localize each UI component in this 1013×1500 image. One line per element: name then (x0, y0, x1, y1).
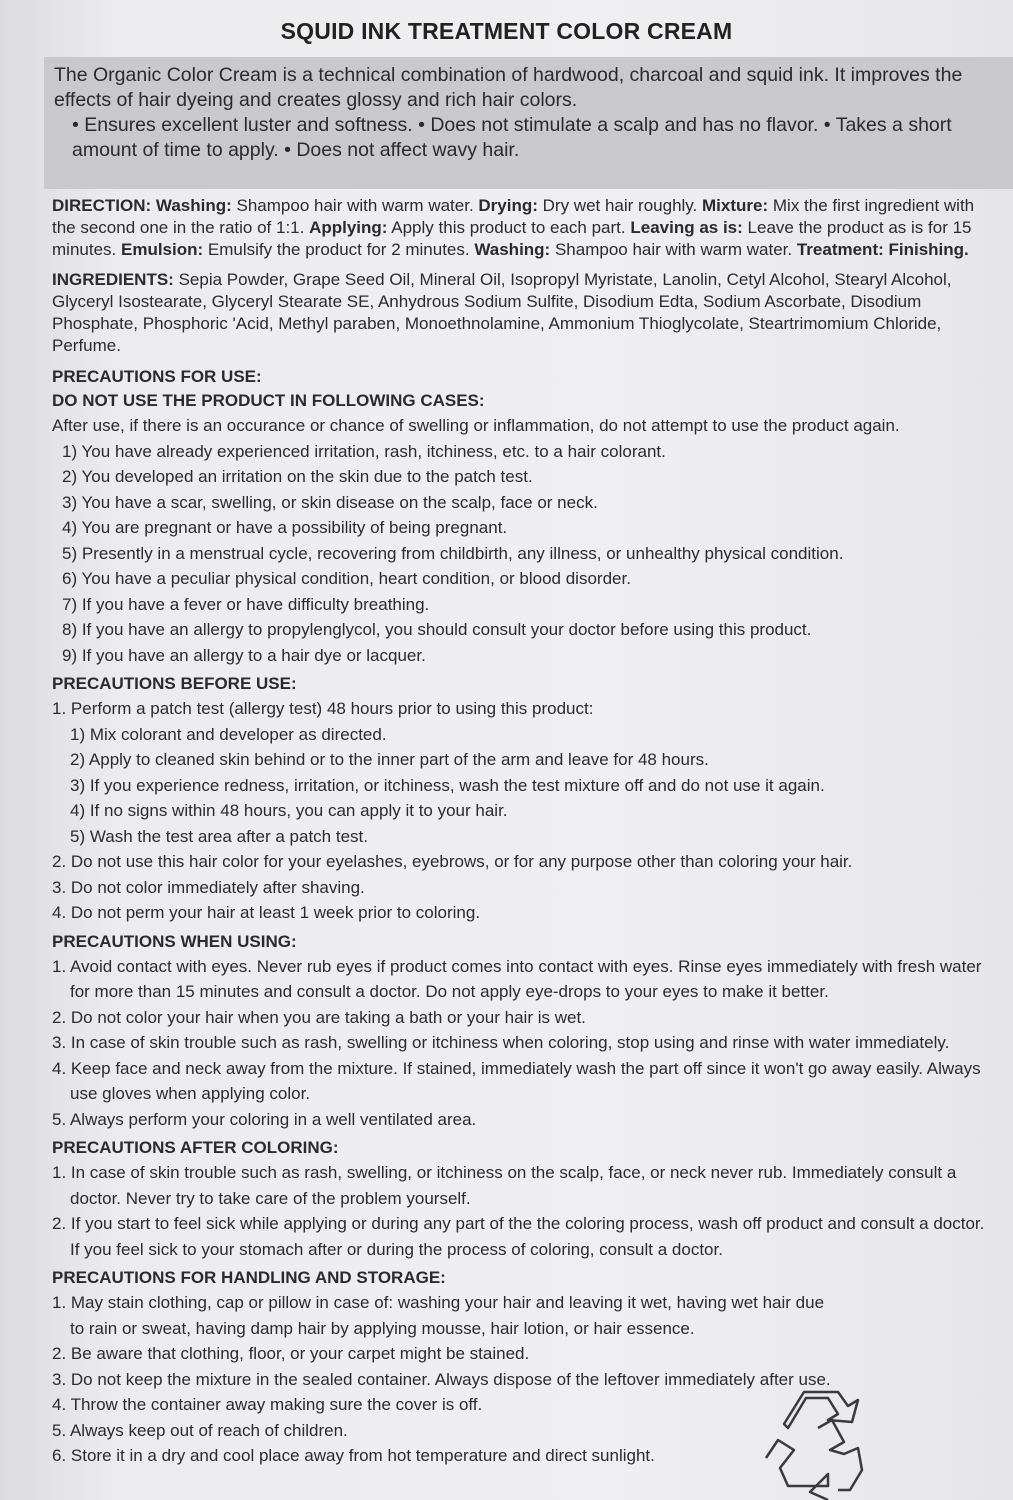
section-heading: PRECAUTIONS BEFORE USE: (52, 674, 297, 693)
list-item: 4. Keep face and neck away from the mixture. If stained, immediately wash the part off since it won't go away easily. Always (52, 1058, 981, 1078)
list-subitem: 2) Apply to cleaned skin behind or to the inner part of the arm and leave for 48 hours. (70, 750, 709, 769)
list-item: 4) You are pregnant or have a possibility of being pregnant. (62, 518, 508, 537)
section-heading: PRECAUTIONS FOR USE: (52, 367, 262, 386)
list-item: 5. Always perform your coloring in a well ventilated area. (52, 1109, 477, 1129)
direction-step-label: Washing: (155, 196, 232, 215)
list-item: 2. Do not use this hair color for your eyelashes, eyebrows, or for any purpose other than coloring your hair. (52, 852, 853, 871)
intro-text: The Organic Color Cream is a technical combination of hardwood, charcoal and squid ink. It improves the effects of hair dyeing and creates glossy and rich hair colors. (54, 64, 963, 111)
intro-bullets: • Ensures excellent luster and softness. • Does not stimulate a scalp and has no flavor. • Takes a short amount of time to apply. • Does not affect wavy hair. (72, 114, 952, 161)
list-item: 8) If you have an allergy to propylenglycol, you should consult your doctor before using this product. (62, 620, 812, 639)
list-subitem: 5) Wash the test area after a patch test. (70, 826, 368, 846)
list-item: 1) You have already experienced irritation, rash, itchiness, etc. to a hair colorant. (62, 441, 666, 461)
list-item: 4. Do not perm your hair at least 1 week prior to coloring. (52, 903, 481, 922)
list-item: 3. In case of skin trouble such as rash, swelling or itchiness when coloring, stop using and rinse with water immediately. (52, 1033, 950, 1052)
list-item-continuation: to rain or sweat, having damp hair by applying mousse, hair lotion, or hair essence. (70, 1318, 695, 1338)
page-title: SQUID INK TREATMENT COLOR CREAM (280, 18, 733, 44)
direction-step-label: Drying: (478, 196, 538, 215)
label-content (52, 195, 1002, 1469)
list-item: 6) You have a peculiar physical condition, heart condition, or blood disorder. (62, 569, 631, 588)
list-item: 2. Do not color your hair when you are taking a bath or your hair is wet. (52, 1007, 586, 1027)
list-item: 7) If you have a fever or have difficulty breathing. (62, 594, 430, 614)
intro-box (44, 57, 1013, 189)
list-item: 5. Always keep out of reach of children. (52, 1420, 348, 1440)
precautions-when-using-section (52, 930, 1002, 1133)
list-item-continuation: doctor. Never try to take care of the problem yourself. (70, 1188, 471, 1208)
list-subitem: 3) If you experience redness, irritation, or itchiness, wash the test mixture off and do not use it again. (70, 775, 825, 795)
direction-step-text: Mix the first ingredient with the second one in the ratio of 1:1. (52, 196, 975, 237)
direction-step-label: Leaving as is: (630, 218, 743, 237)
list-item: 1. May stain clothing, cap or pillow in case of: washing your hair and leaving it wet, having wet hair due (52, 1293, 825, 1312)
precautions-after-coloring-section (52, 1136, 1002, 1262)
direction-step-label: Treatment: Finishing. (796, 240, 969, 259)
ingredients-label: INGREDIENTS: (52, 270, 174, 289)
direction-step-label: Emulsion: (120, 240, 204, 259)
list-item-continuation: use gloves when applying color. (70, 1084, 311, 1103)
precautions-for-use-section (52, 365, 1002, 668)
list-subitem: 1) Mix colorant and developer as directed. (70, 724, 387, 744)
direction-step-text: Shampoo hair with warm water. (236, 196, 474, 215)
section-heading: PRECAUTIONS AFTER COLORING: (52, 1138, 339, 1157)
list-item: 4. Throw the container away making sure the cover is off. (52, 1395, 483, 1414)
recycle-icon (758, 1388, 870, 1500)
section-heading: PRECAUTIONS WHEN USING: (52, 931, 297, 951)
direction-paragraph (52, 195, 1002, 261)
ingredients-text: Sepia Powder, Grape Seed Oil, Mineral Oil, Isopropyl Myristate, Lanolin, Cetyl Alcohol, Stearyl Alcohol, Glyceryl Isostearate, Glyceryl Stearate SE, Anhydrous Sodium Sulfite, Disodium Edta, Sodium Ascorbate, Disodium Phosphate, Phosphoric 'Acid, Methyl paraben, Monoethnolamine, Ammonium Thioglycolate, Steartrimomium Chloride, Perfume. (52, 270, 952, 355)
direction-label: DIRECTION: (52, 196, 152, 215)
direction-step-label: Washing: (474, 240, 551, 259)
direction-step-text: Dry wet hair roughly. (542, 196, 698, 215)
list-item-continuation: If you feel sick to your stomach after or during the process of coloring, consult a doctor. (70, 1239, 723, 1259)
list-item: 2. If you start to feel sick while applying or during any part of the the coloring process, wash off product and consult a doctor. (52, 1214, 985, 1233)
precautions-before-use-section (52, 672, 1002, 926)
direction-step-text: Emulsify the product for 2 minutes. (207, 240, 470, 259)
list-item: 3. Do not color immediately after shaving. (52, 877, 365, 897)
list-subitem: 4) If no signs within 48 hours, you can apply it to your hair. (70, 801, 508, 820)
list-item-continuation: for more than 15 minutes and consult a doctor. Do not apply eye-drops to your eyes to make it better. (70, 982, 829, 1001)
section-subheading: DO NOT USE THE PRODUCT IN FOLLOWING CASES: (52, 391, 485, 410)
ingredients-paragraph (52, 269, 1002, 357)
list-item: 5) Presently in a menstrual cycle, recovering from childbirth, any illness, or unhealthy physical condition. (62, 543, 844, 563)
direction-step-label: Applying: (309, 218, 388, 237)
direction-step-text: Apply this product to each part. (391, 218, 626, 237)
list-item: 1. In case of skin trouble such as rash, swelling, or itchiness on the scalp, face, or neck never rub. Immediately consult a (52, 1163, 957, 1182)
list-item: 9) If you have an allergy to a hair dye or lacquer. (62, 645, 426, 665)
section-heading: PRECAUTIONS FOR HANDLING AND STORAGE: (52, 1268, 446, 1287)
list-item: 2) You developed an irritation on the skin due to the patch test. (62, 467, 533, 486)
list-item: 6. Store it in a dry and cool place away from hot temperature and direct sunlight. (52, 1446, 655, 1465)
list-item: 1. Avoid contact with eyes. Never rub eyes if product comes into contact with eyes. Rinse eyes immediately with fresh water (52, 956, 982, 976)
direction-step-text: Leave the product as is for 15 minutes. (52, 218, 972, 259)
direction-step-text: Shampoo hair with warm water. (554, 240, 793, 259)
list-item: 2. Be aware that clothing, floor, or your carpet might be stained. (52, 1344, 530, 1363)
section-intro: After use, if there is an occurance or chance of swelling or inflammation, do not attempt to use the product again. (52, 416, 900, 435)
list-item: 1. Perform a patch test (allergy test) 48 hours prior to using this product: (52, 699, 594, 718)
direction-step-label: Mixture: (702, 196, 769, 215)
list-item: 3. Do not keep the mixture in the sealed container. Always dispose of the leftover immediately after use. (52, 1369, 831, 1389)
list-item: 3) You have a scar, swelling, or skin disease on the scalp, face or neck. (62, 492, 598, 512)
